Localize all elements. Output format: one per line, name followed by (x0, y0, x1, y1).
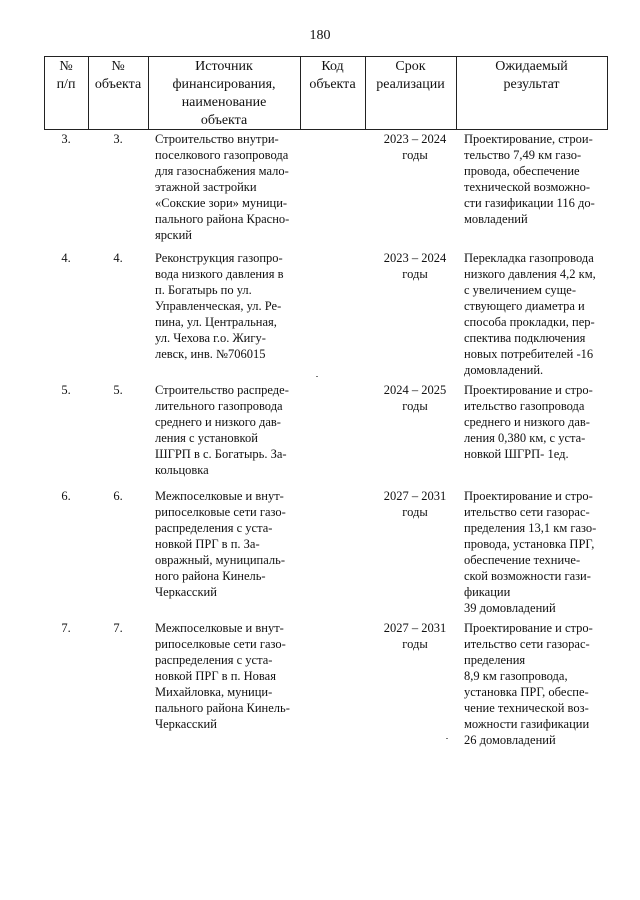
row-result: Перекладка газопровода низкого давления 4,2 км, с увеличением суще- ствующего диаметра и способа прокладки, пер- спектива подключения новых потребителей -16 домовладений. (464, 251, 596, 377)
header-code: Код объекта (309, 59, 356, 92)
row-period: 2027 – 2031 годы (383, 489, 447, 519)
row-object-number: 3. (113, 132, 123, 146)
row-object-number: 4. (113, 251, 123, 265)
row-period: 2023 – 2024 годы (383, 132, 447, 162)
row-result: Проектирование и стро- ительство газопровода среднего и низкого дав- ления 0,380 км, с уста- новкой ШГРП- 1ед. (464, 383, 593, 461)
page-number: 180 (309, 28, 331, 43)
row-object-number: 5. (113, 383, 123, 397)
header-num-object: № объекта (94, 59, 142, 92)
row-pp: 5. (61, 383, 71, 397)
row-pp: 4. (61, 251, 71, 265)
row-source: Межпоселковые и внут- рипоселковые сети газо- распределения с уста- новкой ПРГ в п. За- овражный, муниципаль- ного района Кинель- Черкасский (155, 489, 286, 599)
row-source: Реконструкция газопро- вода низкого давления в п. Богатырь по ул. Управленческая, ул. Ре- пина, ул. Центральная, ул. Чехова г.о. Жигу- левск, инв. №706015 (155, 251, 284, 361)
row-pp: 7. (61, 621, 71, 635)
row-period: 2027 – 2031 годы (383, 621, 447, 651)
header-result: Ожидаемый результат (495, 59, 568, 92)
row-pp: 3. (61, 132, 71, 146)
row-result: Проектирование и стро- ительство сети газорас- пределения 13,1 км газо- провода, установка ПРГ, обеспечение техниче- ской возможности гази- фикации 39 домовладений (464, 489, 597, 615)
scan-speck (446, 738, 448, 739)
row-object-number: 6. (113, 489, 123, 503)
header-source: Источник финансирования, наименование объекта (172, 59, 276, 128)
row-period: 2024 – 2025 годы (383, 383, 447, 413)
row-period: 2023 – 2024 годы (383, 251, 447, 281)
row-source: Строительство внутри- поселкового газопровода для газоснабжения мало- этажной застройки «Сокские зори» муници- пального района Красно- ярский (155, 132, 290, 242)
row-result: Проектирование и стро- ительство сети газорас- пределения 8,9 км газопровода, установка ПРГ, обеспе- чение технической воз- можности газификации 26 домовладений (464, 621, 593, 747)
row-object-number: 7. (113, 621, 123, 635)
scan-speck (316, 376, 318, 377)
row-pp: 6. (61, 489, 71, 503)
row-result: Проектирование, строи- тельство 7,49 км газо- провода, обеспечение технической возможно- сти газификации 116 до- мовладений (464, 132, 595, 226)
header-period: Срок реализации (376, 59, 445, 92)
row-source: Межпоселковые и внут- рипоселковые сети газо- распределения с уста- новкой ПРГ в п. Новая Михайловка, муници- пального района Кинель- Черкасский (155, 621, 290, 731)
row-source: Строительство распреде- лительного газопровода среднего и низкого дав- ления с установкой ШГРП в с. Богатырь. За- кольцовка (155, 383, 289, 477)
header-num-pp: № п/п (56, 59, 76, 92)
